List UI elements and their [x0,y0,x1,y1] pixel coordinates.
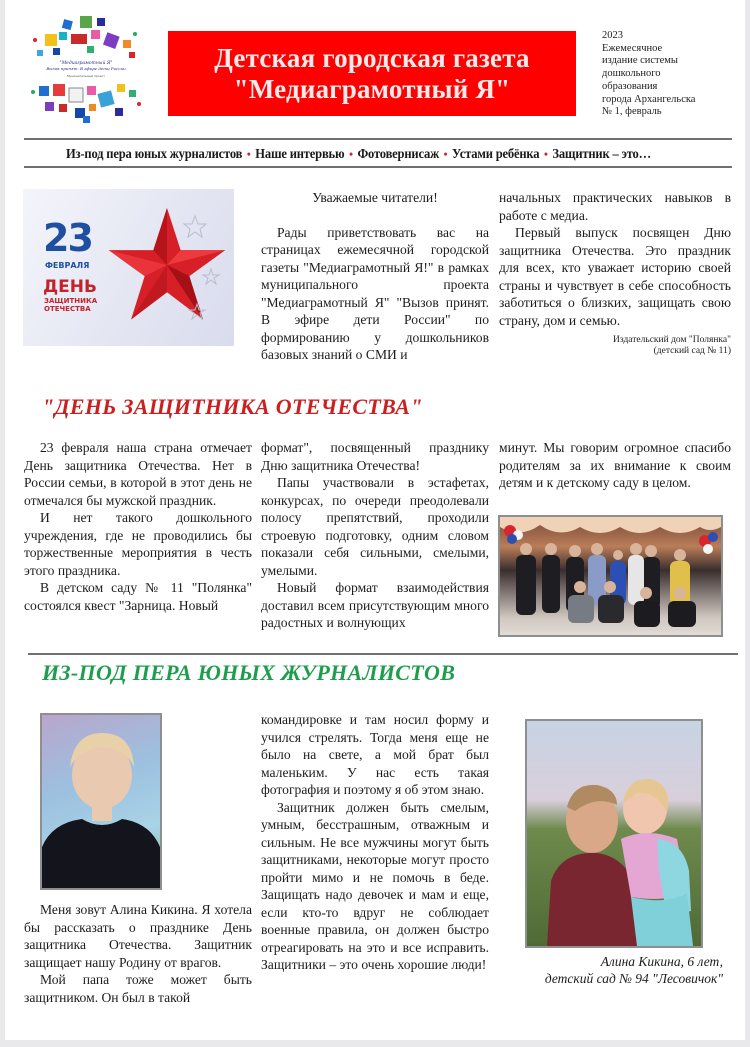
article-paragraph: Папы участвовали в эстафетах, конкурсах, по очереди преодолевали полосу препятствий, проходили строевую подготовку, одним словом показали себя сильными, смелыми, умелыми. [261,475,489,578]
issue-year: 2023 [602,30,623,41]
child-portrait-icon [42,715,160,888]
title-line-1: Детская городская газета [214,42,530,73]
title-line-2: "Медиаграмотный Я" [233,73,511,104]
bullet-separator-icon: • [443,146,448,161]
essay-column-1 [24,901,252,1006]
father-daughter-icon [527,721,701,946]
essay-column-2 [261,711,489,974]
divider-bottom [24,166,732,168]
greeting: Уважаемые читатели! [312,190,438,205]
article-paragraph: минут. Мы говорим огромное спасибо родителям за их внимание к своим детям и к детскому саду в целом. [499,440,731,490]
newspaper-page [5,0,745,1040]
article-column-3 [499,439,731,492]
intro-column-1 [261,189,489,364]
nav-item-defender[interactable]: Защитник – это… [552,146,652,161]
intro-column-2 [499,189,731,357]
father-daughter-photo [525,719,703,948]
holiday-poster [23,189,234,346]
section-divider [28,653,738,655]
group-photo [498,515,723,637]
svg-text:Муниципальный проект: Муниципальный проект [66,74,106,78]
article-column-2 [261,439,489,632]
confetti-logo-icon [25,12,147,126]
newspaper-title [168,31,576,116]
essay-paragraph: Защитник должен быть смелым, умным, бесстрашным, отважным и сильным. Не все мужчины могут быть защитниками, некоторые могут просто пройти мимо и не помочь в беде. Защищать надо девочек и мам и еще, если кто-то вдруг не соблюдает военные правила, он должен быстро отреагировать на это и все исправить. Защитники – это очень хорошие люди! [261,799,489,972]
intro-paragraph: Рады приветствовать вас на страницах ежемесячной городской газеты "Медиаграмотный Я!" в рамках муниципального проекта "Медиаграмотный Я" "Вызов принят. В эфире дети России" по формированию у дошкольников базовых знаний о СМИ и [261,224,489,362]
intro-paragraph: начальных практических навыков в работе с медиа. [499,190,731,223]
section-heading-defender-day: "ДЕНЬ ЗАЩИТНИКА ОТЕЧЕСТВА" [42,394,423,419]
author-portrait [40,713,162,890]
section-heading-young-journalists: ИЗ-ПОД ПЕРА ЮНЫХ ЖУРНАЛИСТОВ [42,660,456,685]
poster-defender: ЗАЩИТНИКА [44,297,98,305]
nav-item-journalists[interactable]: Из-под пера юных журналистов [65,146,243,161]
svg-text:Вызов принят. В эфире дети Рос: Вызов принят. В эфире дети России [46,66,126,71]
publisher-signature [499,335,731,357]
article-column-1 [24,439,252,614]
article-paragraph: И нет такого дошкольного учреждения, где не проводились бы торжественные мероприятия в честь этого праздника. [24,510,252,578]
essay-paragraph: Меня зовут Алина Кикина. Я хотела бы рассказать о празднике День защитника Отечества. Защитник защищает нашу Родину от врагов. [24,902,252,970]
article-paragraph: Новый формат взаимодействия доставил всем присутствующим много радостных и волнующих [261,580,489,630]
publisher-name: Издательский дом "Полянка" [613,335,731,345]
photo-caption [505,953,723,987]
bullet-separator-icon: • [246,146,251,161]
divider-top [24,138,732,140]
outline-stars-icon [183,214,223,324]
article-paragraph: В детском саду № 11 "Полянка" состоялся квест "Зарница. Новый [24,580,252,613]
publisher-kindergarten: (детский сад № 11) [653,346,731,356]
section-nav [33,143,684,165]
article-paragraph: формат", посвященный празднику Дню защитника Отечества! [261,440,489,473]
issue-info-line: Ежемесячное [602,42,663,54]
nav-item-child-voice[interactable]: Устами ребёнка [452,146,540,161]
essay-paragraph: командировке и там носил форму и учился стрелять. Тогда меня еще не было на свете, а мой брат был маленьким. У нас есть такая фотография и поэтому я об этом знаю. [261,712,489,797]
issue-info-line: образования [602,80,658,92]
issue-info-line: издание системы [602,55,678,67]
group-people-icon [500,517,721,635]
poster-fatherland: ОТЕЧЕСТВА [44,305,91,313]
poster-day: ДЕНЬ [43,277,97,297]
nav-item-interview[interactable]: Наше интервью [255,146,345,161]
issue-info-line: дошкольного [602,68,661,80]
issue-info-line: города Архангельска [602,93,696,105]
caption-author: Алина Кикина, 6 лет, [600,954,723,969]
caption-kindergarten: детский сад № 94 "Лесовичок" [544,971,723,986]
essay-paragraph: Мой папа тоже может быть защитником. Он был в такой [24,972,252,1005]
issue-number: № 1, февраль [602,106,662,118]
project-logo [25,12,147,126]
intro-paragraph: Первый выпуск посвящен Дню защитника Отечества. Это праздник для всех, кто уважает историю своей страны и чувствует в себе способность заботиться о близких, защищать свою страну, дом и семью. [499,225,731,328]
poster-month: ФЕВРАЛЯ [45,261,90,270]
bullet-separator-icon: • [544,146,548,161]
nav-item-photo-gallery[interactable]: Фотовернисаж [357,146,440,161]
issue-info [602,30,742,119]
article-paragraph: 23 февраля наша страна отмечает День защитника Отечества. Нет в России семьи, в которой в этот день не отмечался бы мужской праздник. [24,440,252,508]
poster-date-number: 23 [43,216,92,260]
bullet-separator-icon: • [349,146,353,161]
svg-text:"Медиаграмотный Я": "Медиаграмотный Я" [59,61,113,66]
